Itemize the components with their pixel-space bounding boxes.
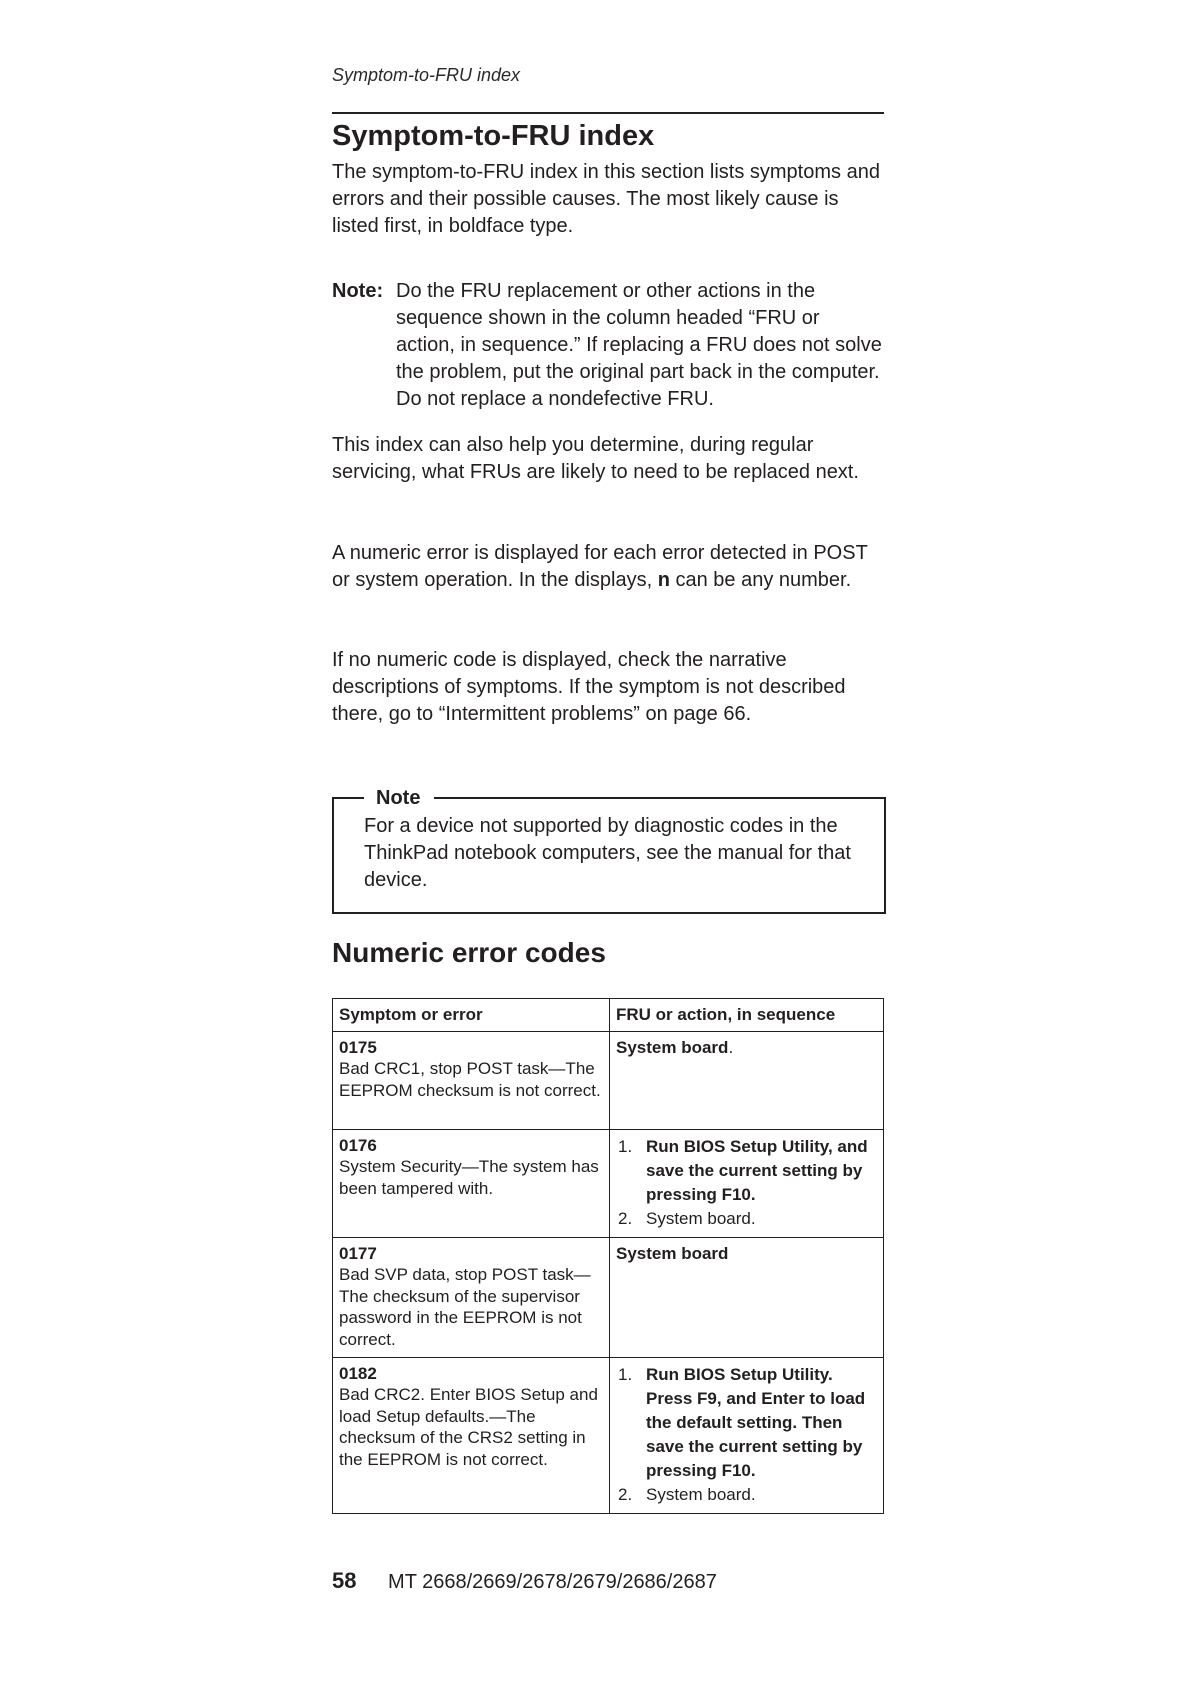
step-number: 2. bbox=[618, 1484, 633, 1504]
variable-n: n bbox=[657, 569, 670, 591]
note-box-label: Note bbox=[376, 787, 421, 809]
note-box bbox=[332, 787, 886, 914]
step-number: 2. bbox=[618, 1208, 633, 1228]
error-description: Bad SVP data, stop POST task—The checksum of the supervisor password in the EEPROM is not correct. bbox=[339, 1265, 591, 1349]
fru-action: System board bbox=[616, 1243, 729, 1263]
table-row bbox=[333, 1357, 884, 1513]
step-number: 1. bbox=[618, 1136, 633, 1156]
symptom-cell bbox=[333, 1357, 610, 1513]
error-code: 0177 bbox=[339, 1243, 377, 1263]
table-row bbox=[333, 1237, 884, 1357]
action-step bbox=[616, 1207, 877, 1231]
step-text: Run BIOS Setup Utility. Press F9, and Enter to load the default setting. Then save the current setting by pressing F10. bbox=[646, 1364, 866, 1480]
error-code: 0182 bbox=[339, 1363, 377, 1383]
action-cell bbox=[610, 1357, 884, 1513]
servicing-paragraph: This index can also help you determine, during regular servicing, what FRUs are likely to need to be replaced next. bbox=[332, 434, 859, 483]
numeric-paragraph-end: can be any number. bbox=[669, 569, 852, 591]
table-row bbox=[333, 1031, 884, 1129]
action-cell bbox=[610, 1129, 884, 1237]
column-header-action: FRU or action, in sequence bbox=[610, 999, 884, 1032]
symptom-cell bbox=[333, 1237, 610, 1357]
step-number: 1. bbox=[618, 1364, 633, 1384]
action-steps bbox=[616, 1363, 877, 1507]
table-header-row bbox=[333, 999, 884, 1032]
action-step bbox=[616, 1135, 877, 1207]
action-step bbox=[616, 1363, 877, 1483]
note-box-border-left bbox=[332, 797, 364, 799]
action-steps bbox=[616, 1135, 877, 1231]
error-code-table bbox=[332, 998, 884, 1514]
symptom-cell bbox=[333, 1129, 610, 1237]
no-code-paragraph: If no numeric code is displayed, check the narrative descriptions of symptoms. If the symptom is not described there, go to “Intermittent problems” on page 66. bbox=[332, 649, 846, 725]
action-step bbox=[616, 1483, 877, 1507]
step-text: System board. bbox=[646, 1484, 756, 1504]
note-box-text: For a device not supported by diagnostic codes in the ThinkPad notebook computers, see the manual for that device. bbox=[364, 815, 851, 891]
title-rule bbox=[332, 112, 884, 114]
action-cell bbox=[610, 1031, 884, 1129]
running-head: Symptom-to-FRU index bbox=[332, 65, 521, 85]
step-text: Run BIOS Setup Utility, and save the current setting by pressing F10. bbox=[646, 1136, 868, 1204]
page-number: 58 bbox=[332, 1568, 357, 1593]
note-text: Do the FRU replacement or other actions in the sequence shown in the column headed “FRU or action, in sequence.” If replacing a FRU does not solve the problem, put the original part back in the computer. Do not replace a nondefective FRU. bbox=[396, 280, 882, 410]
error-code: 0176 bbox=[339, 1135, 377, 1155]
action-cell bbox=[610, 1237, 884, 1357]
table-row bbox=[333, 1129, 884, 1237]
step-text: System board. bbox=[646, 1208, 756, 1228]
page-title: Symptom-to-FRU index bbox=[332, 120, 655, 152]
numeric-error-paragraph bbox=[332, 540, 884, 594]
error-description: Bad CRC2. Enter BIOS Setup and load Setup defaults.—The checksum of the CRS2 setting in the EEPROM is not correct. bbox=[339, 1385, 598, 1469]
fru-action: System board bbox=[616, 1037, 729, 1057]
intro-paragraph: The symptom-to-FRU index in this section lists symptoms and errors and their possible causes. The most likely cause is listed first, in boldface type. bbox=[332, 161, 880, 237]
note-label: Note: bbox=[332, 280, 384, 302]
numeric-codes-title: Numeric error codes bbox=[332, 937, 606, 968]
fru-action-suffix: . bbox=[728, 1037, 734, 1057]
symptom-cell bbox=[333, 1031, 610, 1129]
note-box-border-right bbox=[434, 797, 886, 799]
numeric-paragraph-start: A numeric error is displayed for each error detected in POST or system operation. In the displays, bbox=[332, 542, 868, 591]
error-code: 0175 bbox=[339, 1037, 377, 1057]
column-header-symptom: Symptom or error bbox=[333, 999, 610, 1032]
machine-types: MT 2668/2669/2678/2679/2686/2687 bbox=[388, 1571, 717, 1593]
error-description: Bad CRC1, stop POST task—The EEPROM checksum is not correct. bbox=[339, 1059, 601, 1100]
error-description: System Security—The system has been tampered with. bbox=[339, 1157, 599, 1198]
page-footer bbox=[332, 1568, 717, 1594]
